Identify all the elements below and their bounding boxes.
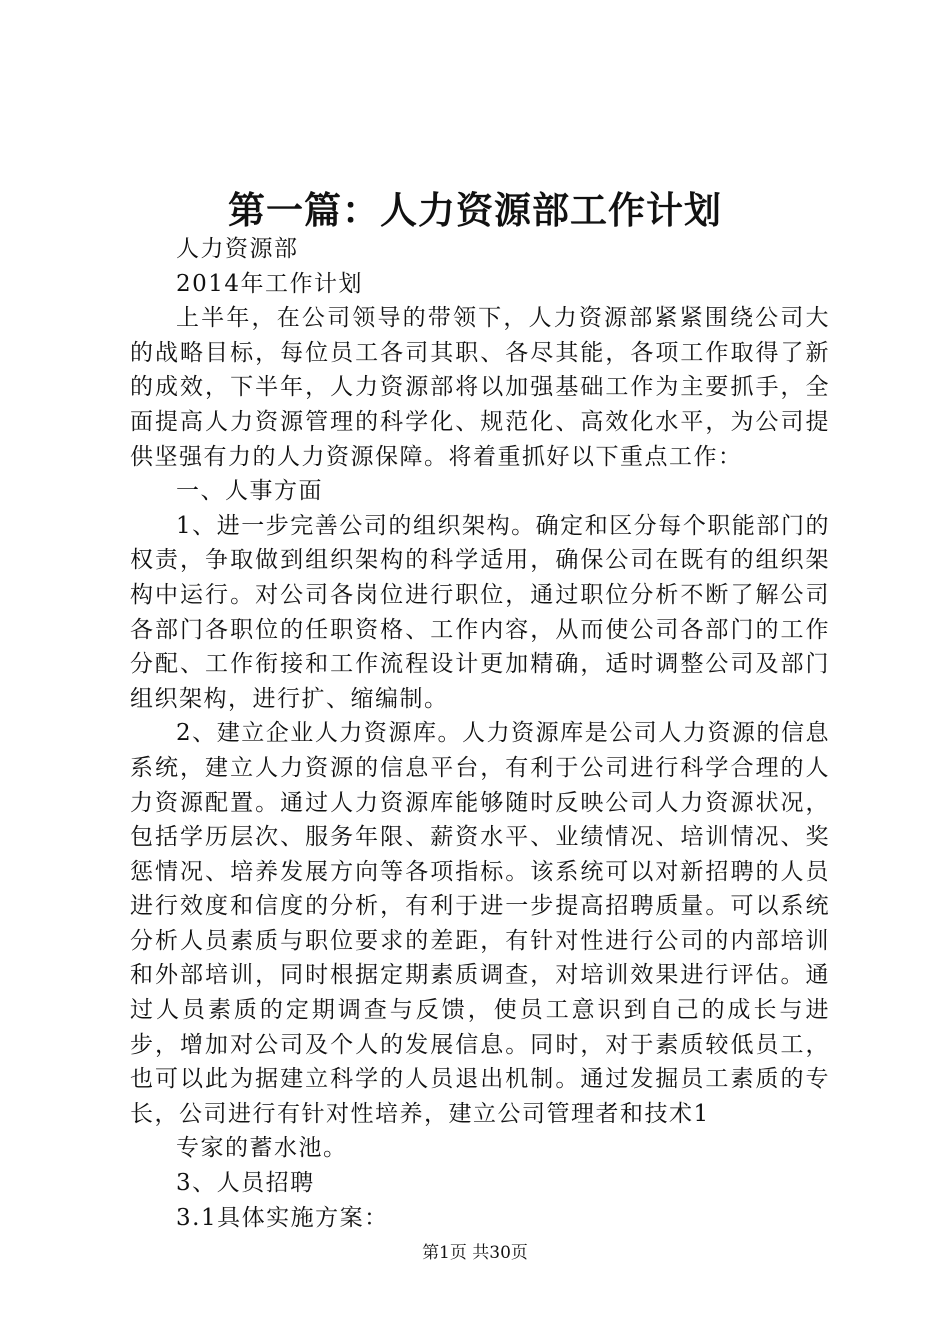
document-body: [130, 232, 830, 1235]
paragraph-plan-year: 2014年工作计划: [176, 270, 364, 297]
document-title: 第一篇：人力资源部工作计划: [228, 188, 722, 232]
paragraph-intro: 上半年，在公司领导的带领下，人力资源部紧紧围绕公司大的战略目标，每位员工各司其职、各尽其能，各项工作取得了新的成效，下半年，人力资源部将以加强基础工作为主要抓手，全面提高人力资源管理的科学化、规范化、高效化水平，为公司提供坚强有力的人力资源保障。将着重抓好以下重点工作：: [130, 305, 830, 470]
paragraph-continuation: 专家的蓄水池。: [176, 1135, 348, 1162]
page-footer: 第1页 共30页: [422, 1243, 528, 1263]
paragraph-item-1: 1、进一步完善公司的组织架构。确定和区分每个职能部门的权责，争取做到组织架构的科学适用，确保公司在既有的组织架构中运行。对公司各岗位进行职位，通过职位分析不断了解公司各部门各职位的任职资格、工作内容，从而使公司各部门的工作分配、工作衔接和工作流程设计更加精确，适时调整公司及部门组织架构，进行扩、缩编制。: [130, 512, 830, 712]
paragraph-department: 人力资源部: [176, 236, 299, 262]
section-heading-personnel: 一、人事方面: [176, 478, 323, 505]
subsection-heading-plan: 3.1具体实施方案：: [176, 1204, 389, 1231]
section-heading-recruitment: 3、人员招聘: [176, 1170, 315, 1197]
paragraph-item-2: 2、建立企业人力资源库。人力资源库是公司人力资源的信息系统，建立人力资源的信息平台，有利于公司进行科学合理的人力资源配置。通过人力资源库能够随时反映公司人力资源状况，包括学历层次、服务年限、薪资水平、业绩情况、培训情况、奖惩情况、培养发展方向等各项指标。该系统可以对新招聘的人员进行效度和信度的分析，有利于进一步提高招聘质量。可以系统分析人员素质与职位要求的差距，有针对性进行公司的内部培训和外部培训，同时根据定期素质调查，对培训效果进行评估。通过人员素质的定期调查与反馈，使员工意识到自己的成长与进步，增加对公司及个人的发展信息。同时，对于素质较低员工，也可以此为据建立科学的人员退出机制。通过发掘员工素质的专长，公司进行有针对性培养，建立公司管理者和技术1: [130, 720, 830, 1127]
